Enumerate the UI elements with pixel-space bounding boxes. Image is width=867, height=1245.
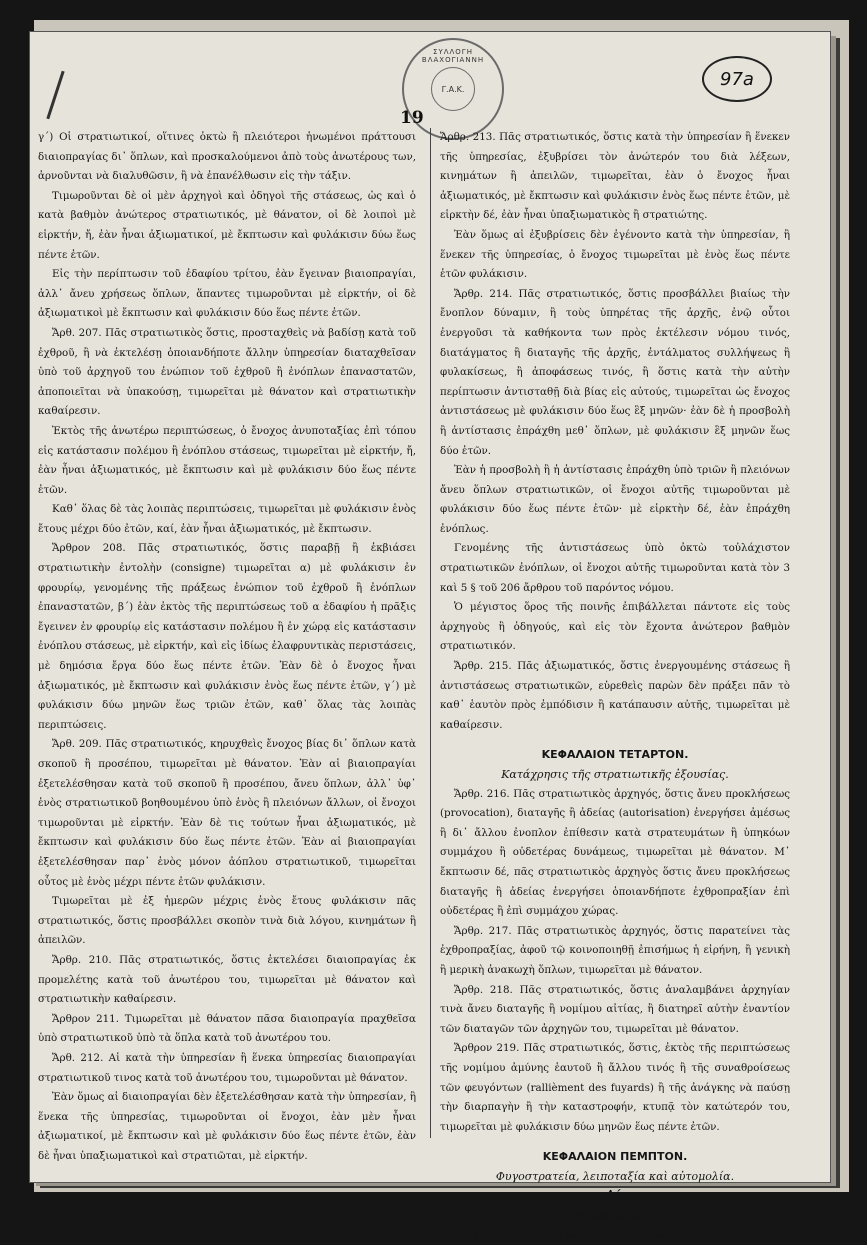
paragraph: Ἄρθρ. 213. Πᾶς στρατιωτικός, ὅστις κατὰ τὴν ὑπηρεσίαν ἢ ἕνεκεν τῆς ὑπηρεσίας, ἐξυβρίσει τὸν ἀνώτερόν του διὰ λέξεων, κινημάτων ἢ ἀπειλῶν, τιμωρεῖται, ἐὰν ὁ ἔνοχος ἦναι ἀξιωματικός, μὲ ἔκπτωσιν καὶ φυλάκισιν ἑνὸς ἕως πέντε ἐτῶν, μὲ εἱρκτὴν δέ, ἐὰν ἦναι ὑπαξιωματικὸς ἢ στρατιώτης. — [440, 131, 790, 222]
paragraph: Ἄρθρον 211. Τιμωρεῖται μὲ θάνατον πᾶσα διαιοπραγία πραχθεῖσα ὑπὸ στρατιωτικοῦ ὑπὸ τὰ ὅπλα κατὰ τοῦ ἀνωτέρου του. — [38, 1012, 416, 1045]
paragraph: Ἐὰν ὅμως αἱ ἐξυβρίσεις δὲν ἐγένοντο κατὰ τὴν ὑπηρεσίαν, ἢ ἕνεκεν τῆς ὑπηρεσίας, ὁ ἔνοχος τιμωρεῖται μὲ ἑνὸς ἕως πέντε ἐτῶν φυλάκισιν. — [440, 228, 790, 281]
section-letter: Α΄. — [605, 1188, 625, 1203]
stamp-ring-text: ΣΥΛΛΟΓΗ ΒΛΑΧΟΓΙΑΝΝΗ — [421, 48, 485, 64]
paragraph: Τιμωροῦνται δὲ οἱ μὲν ἀρχηγοὶ καὶ ὁδηγοὶ τῆς στάσεως, ὡς καὶ ὁ κατὰ βαθμὸν ἀνώτερος στρατιωτικός, μὲ θάνατον, οἱ δὲ λοιποὶ μὲ εἱρκτήν, ἤ, ἐὰν ἦναι ἀξιωματικοί, μὲ ἔκπτωσιν καὶ φυλάκισιν δύω ἕως πέντε ἐτῶν. — [38, 189, 416, 261]
right-column — [440, 128, 790, 1245]
section-title: Φυγοστρατεία. — [573, 1209, 657, 1223]
chapter-subtitle: Κατάχρησις τῆς στρατιωτικῆς ἐξουσίας. — [501, 768, 729, 781]
document-page — [30, 32, 830, 1241]
paragraph: Ἄρθ. 207. Πᾶς στρατιωτικὸς ὅστις, προσταχθεὶς νὰ βαδίσῃ κατὰ τοῦ ἐχθροῦ, ἢ νὰ ἐκτελέσῃ ὁποιανδήποτε ἄλλην ὑπηρεσίαν διαταχθεῖσαν ὑπὸ τοῦ ἀρχηγοῦ του ἐνώπιον τοῦ ἐχθροῦ ἢ ἐνόπλων ἐπαναστατῶν, ἀποποιεῖται νὰ ὑπακούσῃ, τιμωρεῖται μὲ θάνατον καὶ στρατιωτικὴν καθαίρεσιν. — [38, 326, 416, 418]
paragraph: Ἄρθρ. 215. Πᾶς ἀξιωματικός, ὅστις ἐνεργουμένης στάσεως ἢ ἀντιστάσεως στρατιωτικῶν, εὑρεθεὶς παρὼν δὲν πράξει πᾶν τὸ καθ᾽ ἑαυτὸν πρὸς ἐμπόδισιν ἢ κατάπαυσιν αὐτῆς, τιμωρεῖται μὲ καθαίρεσιν. — [440, 660, 790, 731]
handwritten-archive-number: 97a — [702, 56, 772, 102]
paragraph: Ἐκτὸς τῆς ἀνωτέρω περιπτώσεως, ὁ ἔνοχος ἀνυποταξίας ἐπὶ τόπου εἰς κατάστασιν πολέμου ἢ ἐνόπλου στάσεως, τιμωρεῖται μὲ εἱρκτήν, ἤ, ἐὰν ἦναι ἀξιωματικός, μὲ ἔκπτωσιν καὶ μὲ φυλάκισιν δύο ἕως πέντε ἐτῶν. — [38, 424, 416, 496]
paragraph: Ἄρθρ. 210. Πᾶς στρατιωτικός, ὅστις ἐκτελέσει διαιοπραγίας ἐκ προμελέτης κατὰ τοῦ ἀνωτέρου του, τιμωρεῖται μὲ θάνατον καὶ στρατιωτικὴν καθαίρεσιν. — [38, 953, 416, 1006]
paragraph: Καθ᾽ ὅλας δὲ τὰς λοιπὰς περιπτώσεις, τιμωρεῖται μὲ φυλάκισιν ἑνὸς ἔτους μέχρι δύο ἐτῶν, καί, ἐὰν ἦναι ἀξιωματικός, μὲ ἔκπτωσιν. — [38, 503, 416, 535]
chapter-subtitle: Φυγοστρατεία, λειποταξία καὶ αὐτομολία. — [495, 1169, 735, 1183]
paragraph: Εἰς τὴν περίπτωσιν τοῦ ἐδαφίου τρίτου, ἐὰν ἔγειναν βιαιοπραγίαι, ἀλλ᾽ ἄνευ χρήσεως ὅπλων, ἅπαντες τιμωροῦνται μὲ εἱρκτήν, οἱ δὲ ἀξιωματικοὶ μὲ ἔκπτωσιν καὶ φυλάκισιν δύο ἕως πέντε ἐτῶν. — [38, 268, 416, 320]
paragraph: Ἄρθρ. 216. Πᾶς στρατιωτικὸς ἀρχηγός, ὅστις ἄνευ προκλήσεως (provocation), διαταγῆς ἢ ἀδείας (autorisation) ἐνεργήσει ἀμέσως ἢ δι᾽ ἄλλου ἐνοπλον ἐπίθεσιν κατὰ στρατευμάτων ἢ ὑπηκόων συμμάχου ἢ οὐδετέρας δυνάμεως, τιμωρεῖται μὲ θάνατον. Μ᾽ ἔκπτωσιν δέ, πᾶς στρατιωτικὸς ἀρχηγὸς ὅστις ἄνευ προκλήσεως διαταγῆς ἢ ἀδείας ἐνεργήσει ὁποιανδήποτε ἐχθροπραξίαν ἐπὶ οὐδετέρας ἢ ἐπὶ συμμάχου χώρας. — [440, 787, 790, 918]
chapter-title: ΚΕΦΑΛΑΙΟΝ ΤΕΤΑΡΤΟΝ. — [541, 748, 689, 762]
page-number: 19 — [400, 108, 424, 128]
paragraph: γ΄) Οἱ στρατιωτικοί, οἵτινες ὀκτὼ ἢ πλειότεροι ἡνωμένοι πράττουσι διαιοπραγίας δι᾽ ὅπλων, καὶ προσκαλούμενοι ἀπὸ τοὺς ἀνωτέρους των, ἀρνοῦνται νὰ διαλυθῶσιν, ἢ νὰ ἐπανέλθωσιν εἰς τὴν τάξιν. — [38, 131, 416, 183]
paragraph: Ἐὰν ὅμως αἱ διαιοπραγίαι δὲν ἐξετελέσθησαν κατὰ τὴν ὑπηρεσίαν, ἢ ἕνεκα τῆς ὑπηρεσίας, τιμωροῦνται οἱ ἔνοχοι, ἐὰν μὲν ἦναι ἀξιωματικοί, μὲ ἔκπτωσιν καὶ μὲ φυλάκισιν δύο ἕως πέντε ἐτῶν, ἐὰν δὲ ἦναι ὑπαξιωματικοὶ καὶ στρατιῶται, μὲ εἱρκτήν. — [38, 1091, 416, 1162]
paragraph: Ἄρθρον 220. Θεωρεῖται ὡς φυγόστρατος καὶ τιμωρεῖται μὲ — [440, 1228, 749, 1241]
paragraph: Ἄρθρ. 218. Πᾶς στρατιωτικός, ὅστις ἀναλαμβάνει ἀρχηγίαν τινὰ ἄνευ διαταγῆς ἢ νομίμου αἰτίας, ἢ διατηρεῖ αὐτὴν ἐναντίον τῶν διαταγῶν τῶν ἀρχηγῶν του, τιμωρεῖται μὲ θάνατον. — [440, 983, 790, 1035]
paragraph: Ἄρθ. 209. Πᾶς στρατιωτικός, κηρυχθεὶς ἔνοχος βίας δι᾽ ὅπλων κατὰ σκοποῦ ἢ προσέπου, τιμωρεῖται μὲ θάνατον. Ἐὰν αἱ βιαιοπραγίαι ἐξετελέσθησαν κατὰ τοῦ σκοποῦ ἢ προσέπου, ἄνευ ὅπλων, ἀλλ᾽ ὑφ᾽ ἑνὸς στρατιωτικοῦ βοηθουμένου ὑπὸ ἑνὸς ἢ πλειόνων ἄλλων, οἱ ἔνοχοι τιμωροῦνται μὲ εἱρκτήν. Ἐὰν δὲ τις τούτων ἦναι ἀξιωματικός, μὲ ἔκπτωσιν καὶ φυλάκισιν δύο ἕως πέντε ἐτῶν. Ἐὰν αἱ βιαιοπραγίαι ἐξετελέσθησαν παρ᾽ ἑνὸς μόνον ἀόπλου στρατιωτικοῦ, τιμωρεῖται οὗτος μὲ ἑνὸς μέχρι πέντε ἐτῶν φυλάκισιν. — [38, 738, 416, 888]
left-column — [38, 128, 416, 1166]
paragraph: Ἄρθρον 208. Πᾶς στρατιωτικός, ὅστις παραβῇ ἢ ἐκβιάσει στρατιωτικὴν ἐντολὴν (consigne) τιμωρεῖται α) μὲ φυλάκισιν ἐν φρουρίῳ, γενομένης τῆς πράξεως ἐνώπιον τοῦ ἐχθροῦ ἢ ἐνόπλων ἐπαναστατῶν, β΄) ἐὰν ἐκτὸς τῆς περιπτώσεως τοῦ α ἐδαφίου ἡ πρᾶξις ἔγεινεν ἐν φρουρίῳ εἰς κατάστασιν πολέμου ἢ ἐν χώρᾳ εἰς κατάστασιν ἐνόπλου στάσεως, μὲ εἱρκτήν, καὶ εἰς ἰδίως ἐλαφρυντικὰς περιστάσεις, μὲ δημόσια ἔργα δύο ἕως πέντε ἐτῶν. Ἐὰν δὲ ὁ ἔνοχος ἦναι ἀξιωματικός, μὲ ἔκπτωσιν καὶ φυλάκισιν ἑνὸς ἕως πέντε ἐτῶν, γ΄) μὲ φυλάκισιν δύω μηνῶν ἕως τριῶν ἐτῶν, καθ᾽ ὅλας τὰς λοιπὰς περιπτώσεις. — [38, 542, 416, 731]
stamp-center-text: Γ.Α.Κ. — [431, 67, 475, 111]
paragraph: Γενομένης τῆς ἀντιστάσεως ὑπὸ ὀκτὼ τοὐλάχιστον στρατιωτικῶν ἐνόπλων, οἱ ἔνοχοι αὐτῆς τιμωροῦνται κατὰ τὸν 3 καὶ 5 § τοῦ 206 ἄρθρου τοῦ παρόντος νόμου. — [440, 542, 790, 594]
paragraph: Ἄρθ. 212. Αἱ κατὰ τὴν ὑπηρεσίαν ἢ ἕνεκα ὑπηρεσίας διαιοπραγίαι στρατιωτικοῦ τινος κατὰ τοῦ ἀνωτέρου του, τιμωροῦνται μὲ θάνατον. — [38, 1051, 416, 1084]
paragraph: Ἐὰν ἡ προσβολὴ ἢ ἡ ἀντίστασις ἐπράχθη ὑπὸ τριῶν ἢ πλειόνων ἄνευ ὅπλων στρατιωτικῶν, οἱ ἔνοχοι αὐτῆς τιμωροῦνται μὲ φυλάκισιν δύο ἕως πέντε ἐτῶν· μὲ εἱρκτὴν δέ, ἐὰν ἐπράχθη ἐνόπλως. — [440, 464, 790, 535]
paragraph: Ὁ μέγιστος ὅρος τῆς ποινῆς ἐπιβάλλεται πάντοτε εἰς τοὺς ἀρχηγοὺς ἢ ὁδηγούς, καὶ εἰς τὸν ἔχοντα ἀνώτερον βαθμὸν στρατιωτικόν. — [440, 601, 790, 653]
paragraph: Ἄρθρ. 214. Πᾶς στρατιωτικός, ὅστις προσβάλλει βιαίως τὴν ἔνοπλον δύναμιν, ἢ τοὺς ὑπηρέτας τῆς ἀρχῆς, ἐνῷ οὗτοι ἐνεργοῦσι τὰ καθήκοντα των πρὸς ἐκτέλεσιν νόμου τινός, διατάγματος ἢ διαταγῆς τῆς ἀρχῆς, ἐντάλματος συλλήψεως ἢ φυλακίσεως, ἢ ἀποφάσεως τινός, ἢ ὅστις κατὰ τὴν αὐτὴν περίπτωσιν ἀντισταθῇ διὰ βίας εἰς αὐτούς, τιμωρεῖται ὡς ἔνοχος ἀντιστάσεως μὲ φυλάκισιν δύο ἕως ἓξ μηνῶν· ἐὰν δὲ ἡ προσβολὴ ἢ ἀντίστασις ἐπράχθη μεθ᾽ ὅπλων, μὲ φυλάκισιν ἓξ μηνῶν ἕως δύο ἐτῶν. — [440, 287, 790, 457]
paragraph: Τιμωρεῖται μὲ ἐξ ἡμερῶν μέχρις ἑνὸς ἔτους φυλάκισιν πᾶς στρατιωτικός, ὅστις προσβάλλει σκοπὸν τινὰ διὰ λόγου, κινημάτων ἢ ἀπειλῶν. — [38, 895, 416, 947]
paragraph: Ἄρθρον 219. Πᾶς στρατιωτικός, ὅστις, ἐκτὸς τῆς περιπτώσεως τῆς νομίμου ἀμύνης ἑαυτοῦ ἢ ἄλλου τινός ἢ τῆς συναθροίσεως τῶν φευγόντων (rallièment des fuyards) ἢ τῆς ἀνάγκης νὰ παύσῃ τὴν διαρπαγὴν ἢ τὴν καταστροφήν, κτυπᾷ τὸν κατώτερόν του, τιμωρεῖται μὲ φυλάκισιν δύω μηνῶν ἕως πέντε ἐτῶν. — [440, 1042, 790, 1133]
paragraph: Ἄρθρ. 217. Πᾶς στρατιωτικὸς ἀρχηγός, ὅστις παρατείνει τὰς ἐχθροπραξίας, ἀφοῦ τῷ κοινοποιηθῇ ἐπισήμως ἡ εἰρήνη, ἢ γενικὴ ἢ μερικὴ ἀνακωχὴ ὅπλων, τιμωρεῖται μὲ θάνατον. — [440, 924, 790, 976]
column-divider — [430, 128, 431, 1138]
pen-mark — [46, 71, 64, 119]
chapter-title: ΚΕΦΑΛΑΙΟΝ ΠΕΜΠΤΟΝ. — [542, 1150, 688, 1164]
